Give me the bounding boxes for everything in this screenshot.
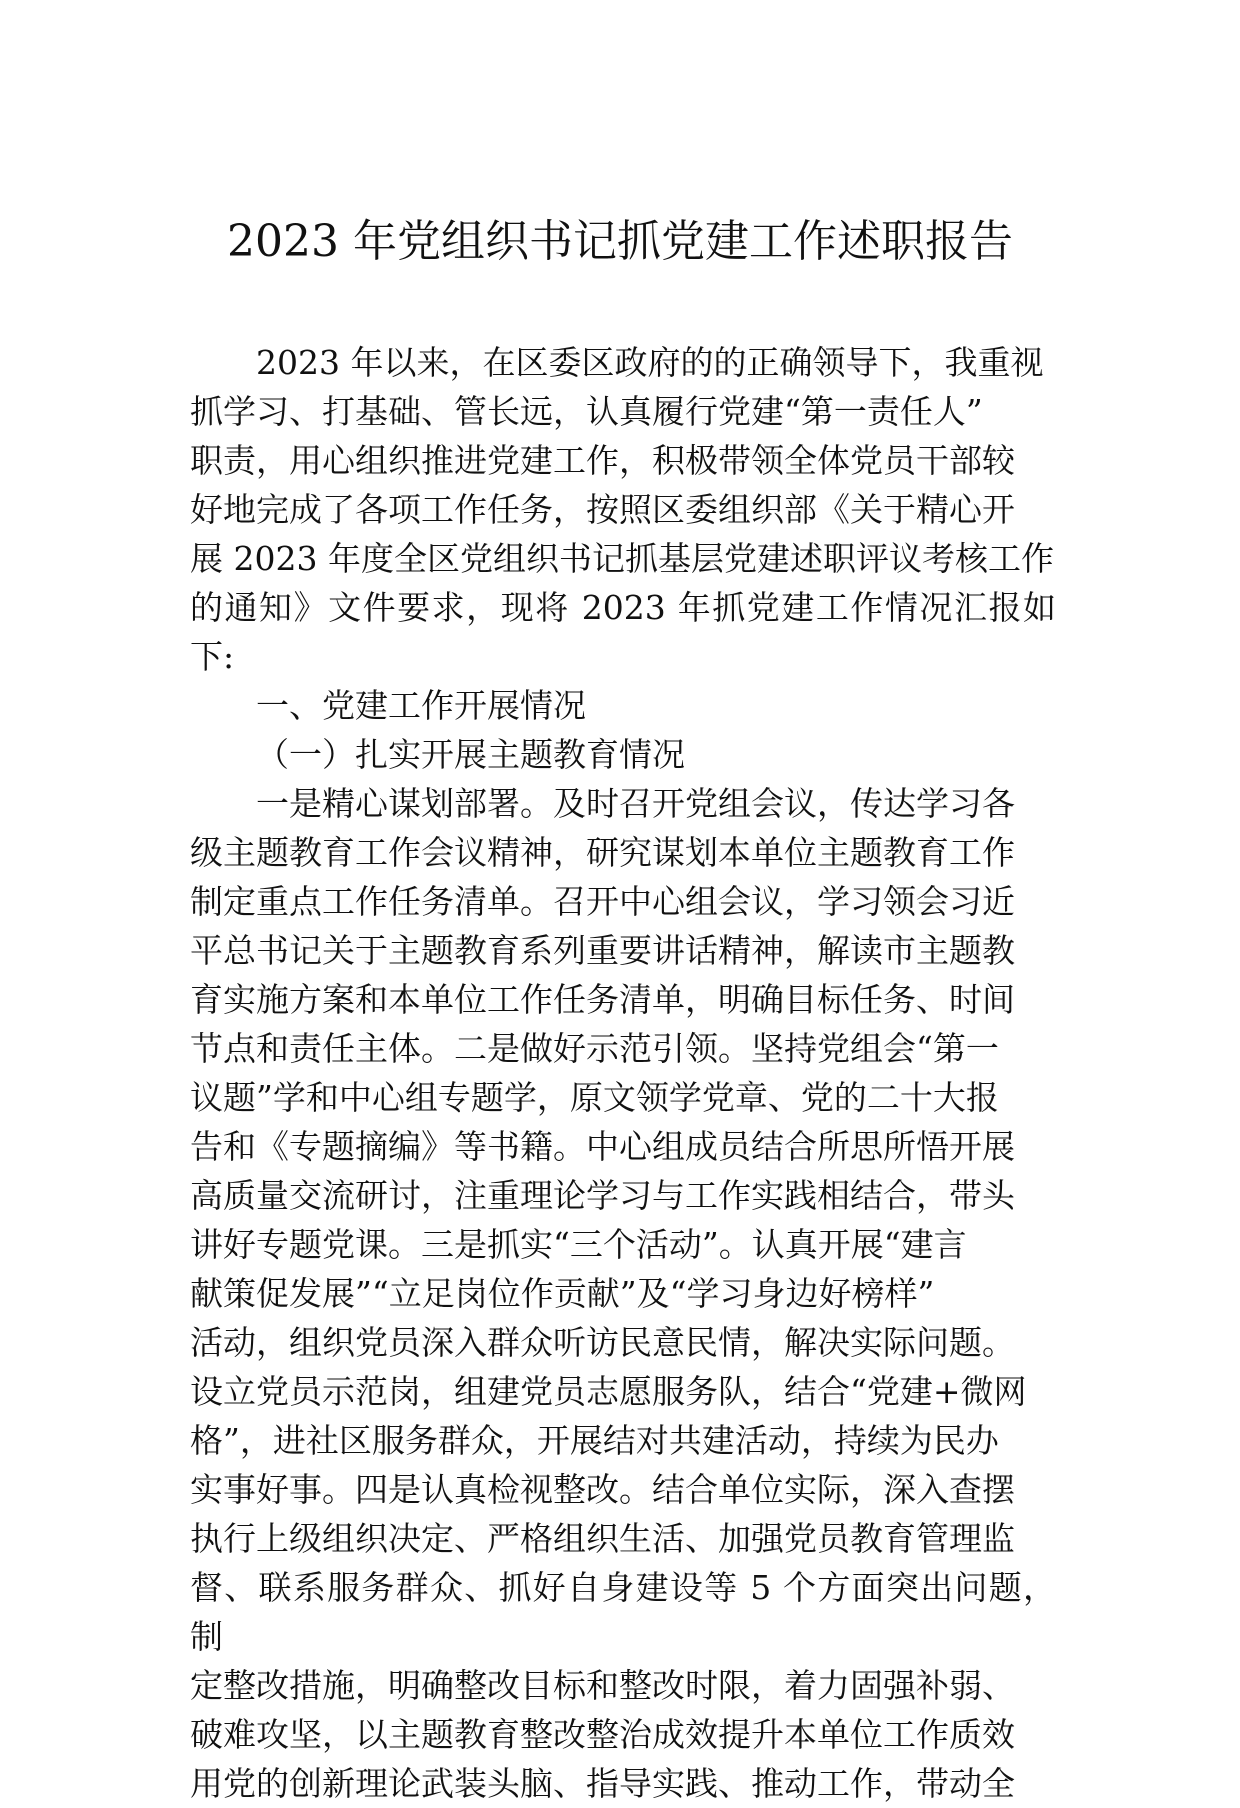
subsection-heading: （一）扎实开展主题教育情况 <box>256 735 685 774</box>
section-heading: 一、党建工作开展情况 <box>256 686 586 725</box>
document-title: 2023 年党组织书记抓党建工作述职报告 <box>227 216 1013 267</box>
document-body <box>190 338 1056 1808</box>
intro-paragraph: 2023 年以来，在区委区政府的的正确领导下，我重视 抓学习、打基础、管长远，认真履行党建“第一责任人” 职责，用心组织推进党建工作，积极带领全体党员干部较 好地完成了各项工作任务，按照区委组织部《关于精心开 展 2023 年度全区党组织书记抓基层党建述职评议考核工作 的通知》文件要求，现将 2023 年抓党建工作情况汇报如下: <box>190 343 1056 676</box>
subsection-paragraph: 一是精心谋划部署。及时召开党组会议，传达学习各 级主题教育工作会议精神，研究谋划本单位主题教育工作 制定重点工作任务清单。召开中心组会议，学习领会习近 平总书记关于主题教育系列重要讲话精神，解读市主题教 育实施方案和本单位工作任务清单，明确目标任务、时间 节点和责任主体。二是做好示范引领。坚持党组会“第一 议题”学和中心组专题学，原文领学党章、党的二十大报 告和《专题摘编》等书籍。中心组成员结合所思所悟开展 高质量交流研讨，注重理论学习与工作实践相结合，带头 讲好专题党课。三是抓实“三个活动”。认真开展“建言 献策促发展”“立足岗位作贡献”及“学习身边好榜样” 活动，组织党员深入群众听访民意民情，解决实际问题。 设立党员示范岗，组建党员志愿服务队，结合“党建+微网 格”，进社区服务群众，开展结对共建活动，持续为民办 实事好事。四是认真检视整改。结合单位实际，深入查摆 执行上级组织决定、严格组织生活、加强党员教育管理监 督、联系服务群众、抓好自身建设等 5 个方面突出问题，制 定整改措施，明确整改目标和整改时限，着力固强补弱、 破难攻坚，以主题教育整改整治成效提升本单位工作质效 用党的创新理论武装头脑、指导实践、推动工作，带动全 <box>190 784 1056 1803</box>
